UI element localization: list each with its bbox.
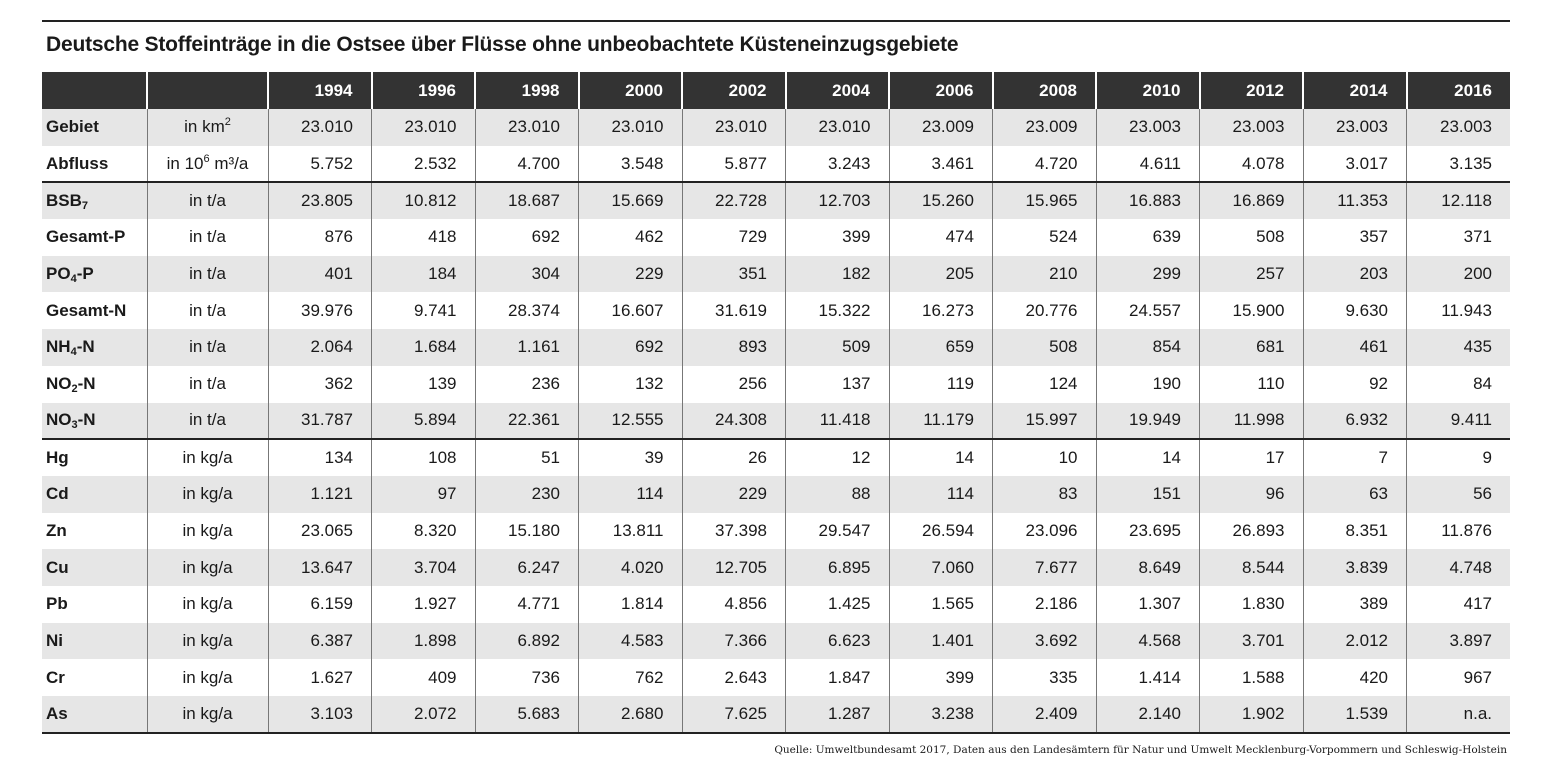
parameter-name: $BSB_7$ (42, 182, 147, 219)
value-cell: 256 (682, 366, 786, 403)
parameter-unit: in t/a (147, 329, 268, 366)
value-cell: 11.998 (1200, 403, 1304, 440)
value-cell: 3.017 (1303, 146, 1407, 183)
value-cell: 335 (993, 659, 1097, 696)
value-cell: 230 (475, 476, 579, 513)
table-row (42, 109, 1510, 146)
value-cell: 10 (993, 439, 1097, 476)
value-cell: 1.307 (1096, 586, 1200, 623)
value-cell: 14 (1096, 439, 1200, 476)
value-cell: 11.353 (1303, 182, 1407, 219)
table-row (42, 659, 1510, 696)
value-cell: 5.752 (268, 146, 372, 183)
value-cell: 92 (1303, 366, 1407, 403)
value-cell: 26.594 (889, 513, 993, 550)
value-cell: 357 (1303, 219, 1407, 256)
value-cell: 15.900 (1200, 292, 1304, 329)
value-cell: 4.720 (993, 146, 1097, 183)
value-cell: 854 (1096, 329, 1200, 366)
value-cell: 5.894 (372, 403, 476, 440)
value-cell: 96 (1200, 476, 1304, 513)
value-cell: 8.320 (372, 513, 476, 550)
value-cell: 51 (475, 439, 579, 476)
parameter-unit: in t/a (147, 219, 268, 256)
value-cell: 23.003 (1303, 109, 1407, 146)
value-cell: 37.398 (682, 513, 786, 550)
value-cell: 2.186 (993, 586, 1097, 623)
value-cell: 24.557 (1096, 292, 1200, 329)
value-cell: 23.010 (579, 109, 683, 146)
table-row (42, 403, 1510, 440)
value-cell: 9.630 (1303, 292, 1407, 329)
parameter-unit: in kg/a (147, 696, 268, 733)
data-table (42, 72, 1510, 734)
value-cell: 15.669 (579, 182, 683, 219)
year-header: 2016 (1407, 72, 1511, 109)
parameter-unit: in kg/a (147, 586, 268, 623)
value-cell: 6.247 (475, 549, 579, 586)
parameter-unit: in $10^6$ m³/a (147, 146, 268, 183)
value-cell: 124 (993, 366, 1097, 403)
value-cell: 7 (1303, 439, 1407, 476)
parameter-unit: in t/a (147, 292, 268, 329)
value-cell: 39.976 (268, 292, 372, 329)
parameter-unit: in kg/a (147, 623, 268, 660)
value-cell: 26 (682, 439, 786, 476)
value-cell: 29.547 (786, 513, 890, 550)
value-cell: 508 (993, 329, 1097, 366)
parameter-unit: in kg/a (147, 549, 268, 586)
value-cell: 23.003 (1200, 109, 1304, 146)
value-cell: 409 (372, 659, 476, 696)
year-header: 2004 (786, 72, 890, 109)
value-cell: 119 (889, 366, 993, 403)
parameter-name: As (42, 696, 147, 733)
value-cell: 389 (1303, 586, 1407, 623)
parameter-name: $PO_4-P$ (42, 256, 147, 293)
parameter-name: $NO_2-N$ (42, 366, 147, 403)
year-header: 2002 (682, 72, 786, 109)
value-cell: n.a. (1407, 696, 1511, 733)
value-cell: 2.680 (579, 696, 683, 733)
value-cell: 1.684 (372, 329, 476, 366)
parameter-unit: in t/a (147, 256, 268, 293)
value-cell: 83 (993, 476, 1097, 513)
value-cell: 15.260 (889, 182, 993, 219)
value-cell: 4.856 (682, 586, 786, 623)
year-header: 2008 (993, 72, 1097, 109)
parameter-unit: in t/a (147, 403, 268, 440)
value-cell: 31.787 (268, 403, 372, 440)
table-row (42, 182, 1510, 219)
value-cell: 16.273 (889, 292, 993, 329)
table-row (42, 219, 1510, 256)
value-cell: 762 (579, 659, 683, 696)
top-rule (42, 20, 1510, 22)
value-cell: 22.728 (682, 182, 786, 219)
value-cell: 18.687 (475, 182, 579, 219)
value-cell: 22.361 (475, 403, 579, 440)
value-cell: 3.701 (1200, 623, 1304, 660)
table-row (42, 146, 1510, 183)
parameter-unit: in kg/a (147, 476, 268, 513)
value-cell: 4.771 (475, 586, 579, 623)
table-row (42, 586, 1510, 623)
value-cell: 7.677 (993, 549, 1097, 586)
value-cell: 84 (1473, 374, 1492, 394)
year-header: 1994 (268, 72, 372, 109)
value-cell: 23.096 (993, 513, 1097, 550)
value-cell: 10.812 (372, 182, 476, 219)
source-note: Quelle: Umweltbundesamt 2017, Daten aus den Landesämtern für Natur und Umwelt Mecklenburg-Vorpommern und Schleswig-Holstein (774, 744, 1507, 756)
value-cell: 110 (1200, 366, 1304, 403)
table-row (42, 623, 1510, 660)
value-cell: 23.695 (1096, 513, 1200, 550)
value-cell: 1.539 (1303, 696, 1407, 733)
table-row (42, 366, 1510, 403)
value-cell: 1.425 (786, 586, 890, 623)
value-cell: 893 (682, 329, 786, 366)
value-cell: 474 (889, 219, 993, 256)
value-cell: 19.949 (1096, 403, 1200, 440)
value-cell: 418 (372, 219, 476, 256)
value-cell: 876 (268, 219, 372, 256)
value-cell: 3.238 (889, 696, 993, 733)
parameter-name: Cu (42, 549, 147, 586)
year-header: 2010 (1096, 72, 1200, 109)
table-title: Deutsche Stoffeinträge in die Ostsee über Flüsse ohne unbeobachtete Küsteneinzugsgebiete (46, 33, 959, 56)
parameter-name: $NO_3-N$ (42, 403, 147, 440)
value-cell: 8.649 (1096, 549, 1200, 586)
value-cell: 3.103 (268, 696, 372, 733)
value-cell: 134 (268, 439, 372, 476)
value-cell: 229 (579, 256, 683, 293)
value-cell: 1.847 (786, 659, 890, 696)
header-name-cell (42, 72, 147, 109)
value-cell: 1.565 (889, 586, 993, 623)
value-cell: 4.078 (1200, 146, 1304, 183)
year-header: 1996 (372, 72, 476, 109)
value-cell: 13.647 (268, 549, 372, 586)
year-header: 2012 (1200, 72, 1304, 109)
value-cell: 15.180 (475, 513, 579, 550)
value-cell: 190 (1096, 366, 1200, 403)
value-cell: 7.060 (889, 549, 993, 586)
value-cell: 2.532 (372, 146, 476, 183)
value-cell: 108 (372, 439, 476, 476)
value-cell: 4.748 (1407, 549, 1511, 586)
parameter-unit: in t/a (147, 182, 268, 219)
value-cell: 132 (579, 366, 683, 403)
value-cell: 659 (889, 329, 993, 366)
value-cell: 20.776 (993, 292, 1097, 329)
value-cell: 17 (1200, 439, 1304, 476)
value-cell: 56 (1407, 476, 1511, 513)
value-cell: 3.692 (993, 623, 1097, 660)
value-cell: 2.064 (268, 329, 372, 366)
header-unit-cell (147, 72, 268, 109)
parameter-name: Abfluss (42, 146, 147, 183)
header-row (42, 72, 1510, 109)
value-cell: 151 (1096, 476, 1200, 513)
value-cell: 236 (475, 366, 579, 403)
parameter-unit: in kg/a (147, 659, 268, 696)
value-cell: 371 (1463, 227, 1492, 247)
value-cell: 11.179 (889, 403, 993, 440)
value-cell: 15.322 (786, 292, 890, 329)
value-cell: 729 (682, 219, 786, 256)
value-cell: 1.814 (579, 586, 683, 623)
parameter-name: Gebiet (42, 109, 147, 146)
value-cell: 203 (1303, 256, 1407, 293)
value-cell: 3.548 (579, 146, 683, 183)
value-cell: 12 (786, 439, 890, 476)
value-cell: 8.544 (1200, 549, 1304, 586)
value-cell: 24.308 (682, 403, 786, 440)
value-cell: 6.892 (475, 623, 579, 660)
year-header: 2006 (889, 72, 993, 109)
value-cell: 461 (1303, 329, 1407, 366)
value-cell: 205 (889, 256, 993, 293)
value-cell: 435 (1407, 329, 1511, 366)
table-row (42, 696, 1510, 733)
value-cell: 1.161 (475, 329, 579, 366)
value-cell: 2.140 (1096, 696, 1200, 733)
value-cell: 11.418 (786, 403, 890, 440)
value-cell: 137 (786, 366, 890, 403)
value-cell: 1.121 (268, 476, 372, 513)
value-cell: 12.703 (786, 182, 890, 219)
parameter-name: Cd (42, 476, 147, 513)
value-cell: 8.351 (1303, 513, 1407, 550)
value-cell: 16.607 (579, 292, 683, 329)
value-cell: 3.461 (889, 146, 993, 183)
value-cell: 257 (1200, 256, 1304, 293)
parameter-name: Hg (42, 439, 147, 476)
value-cell: 28.374 (475, 292, 579, 329)
table-row (42, 256, 1510, 293)
value-cell: 362 (268, 366, 372, 403)
value-cell: 31.619 (682, 292, 786, 329)
value-cell: 5.877 (682, 146, 786, 183)
parameter-name: Cr (42, 659, 147, 696)
table-row (42, 329, 1510, 366)
parameter-unit: in t/a (147, 366, 268, 403)
value-cell: 4.020 (579, 549, 683, 586)
parameter-name: Ni (42, 623, 147, 660)
year-header: 2014 (1303, 72, 1407, 109)
value-cell: 9.411 (1407, 403, 1511, 440)
value-cell: 417 (1463, 594, 1492, 614)
value-cell: 967 (1463, 667, 1492, 687)
value-cell: 12.705 (682, 549, 786, 586)
value-cell: 639 (1096, 219, 1200, 256)
value-cell: 23.010 (786, 109, 890, 146)
value-cell: 14 (889, 439, 993, 476)
value-cell: 23.010 (268, 109, 372, 146)
value-cell: 23.010 (475, 109, 579, 146)
value-cell: 9 (1407, 439, 1511, 476)
value-cell: 7.625 (682, 696, 786, 733)
year-header: 2000 (579, 72, 683, 109)
value-cell: 1.927 (372, 586, 476, 623)
table-row (42, 513, 1510, 550)
value-cell: 11.876 (1441, 520, 1492, 540)
value-cell: 12.555 (579, 403, 683, 440)
value-cell: 3.135 (1449, 153, 1492, 173)
value-cell: 11.943 (1441, 300, 1492, 320)
value-cell: 4.700 (475, 146, 579, 183)
value-cell: 681 (1200, 329, 1304, 366)
value-cell: 63 (1303, 476, 1407, 513)
value-cell: 39 (579, 439, 683, 476)
value-cell: 6.895 (786, 549, 890, 586)
value-cell: 299 (1096, 256, 1200, 293)
value-cell: 88 (786, 476, 890, 513)
parameter-name: Zn (42, 513, 147, 550)
value-cell: 23.009 (889, 109, 993, 146)
value-cell: 114 (579, 476, 683, 513)
value-cell: 509 (786, 329, 890, 366)
value-cell: 97 (372, 476, 476, 513)
value-cell: 23.009 (993, 109, 1097, 146)
value-cell: 3.704 (372, 549, 476, 586)
value-cell: 399 (889, 659, 993, 696)
value-cell: 23.003 (1096, 109, 1200, 146)
value-cell: 508 (1200, 219, 1304, 256)
table-row (42, 439, 1510, 476)
value-cell: 6.623 (786, 623, 890, 660)
value-cell: 2.643 (682, 659, 786, 696)
value-cell: 3.243 (786, 146, 890, 183)
value-cell: 1.902 (1200, 696, 1304, 733)
value-cell: 1.401 (889, 623, 993, 660)
table-row (42, 292, 1510, 329)
value-cell: 9.741 (372, 292, 476, 329)
value-cell: 462 (579, 219, 683, 256)
value-cell: 524 (993, 219, 1097, 256)
value-cell: 23.010 (372, 109, 476, 146)
value-cell: 23.010 (682, 109, 786, 146)
value-cell: 12.118 (1407, 182, 1511, 219)
value-cell: 200 (1407, 256, 1511, 293)
parameter-name: $NH_4-N$ (42, 329, 147, 366)
table-row (42, 476, 1510, 513)
value-cell: 182 (786, 256, 890, 293)
value-cell: 1.287 (786, 696, 890, 733)
value-cell: 2.012 (1303, 623, 1407, 660)
value-cell: 5.683 (475, 696, 579, 733)
parameter-unit: in kg/a (147, 439, 268, 476)
parameter-name: Pb (42, 586, 147, 623)
value-cell: 26.893 (1200, 513, 1304, 550)
value-cell: 2.072 (372, 696, 476, 733)
value-cell: 13.811 (579, 513, 683, 550)
table-row (42, 549, 1510, 586)
value-cell: 16.869 (1200, 182, 1304, 219)
value-cell: 6.387 (268, 623, 372, 660)
value-cell: 229 (682, 476, 786, 513)
value-cell: 4.583 (579, 623, 683, 660)
value-cell: 139 (372, 366, 476, 403)
value-cell: 692 (579, 329, 683, 366)
value-cell: 6.159 (268, 586, 372, 623)
value-cell: 15.997 (993, 403, 1097, 440)
value-cell: 2.409 (993, 696, 1097, 733)
value-cell: 1.588 (1200, 659, 1304, 696)
value-cell: 3.897 (1407, 623, 1511, 660)
value-cell: 15.965 (993, 182, 1097, 219)
value-cell: 399 (786, 219, 890, 256)
value-cell: 1.627 (268, 659, 372, 696)
parameter-name: Gesamt-N (42, 292, 147, 329)
parameter-unit: in kg/a (147, 513, 268, 550)
value-cell: 23.065 (268, 513, 372, 550)
value-cell: 692 (475, 219, 579, 256)
value-cell: 351 (682, 256, 786, 293)
value-cell: 4.611 (1096, 146, 1200, 183)
value-cell: 184 (372, 256, 476, 293)
value-cell: 4.568 (1096, 623, 1200, 660)
value-cell: 6.932 (1303, 403, 1407, 440)
value-cell: 23.003 (1407, 109, 1511, 146)
value-cell: 7.366 (682, 623, 786, 660)
parameter-name: Gesamt-P (42, 219, 147, 256)
parameter-unit: in $km^2$ (147, 109, 268, 146)
value-cell: 210 (993, 256, 1097, 293)
value-cell: 401 (268, 256, 372, 293)
value-cell: 114 (889, 476, 993, 513)
value-cell: 1.830 (1200, 586, 1304, 623)
value-cell: 1.414 (1096, 659, 1200, 696)
value-cell: 304 (475, 256, 579, 293)
year-header: 1998 (475, 72, 579, 109)
table-body (42, 109, 1510, 733)
value-cell: 23.805 (268, 182, 372, 219)
value-cell: 16.883 (1096, 182, 1200, 219)
value-cell: 420 (1303, 659, 1407, 696)
value-cell: 1.898 (372, 623, 476, 660)
value-cell: 736 (475, 659, 579, 696)
value-cell: 3.839 (1303, 549, 1407, 586)
